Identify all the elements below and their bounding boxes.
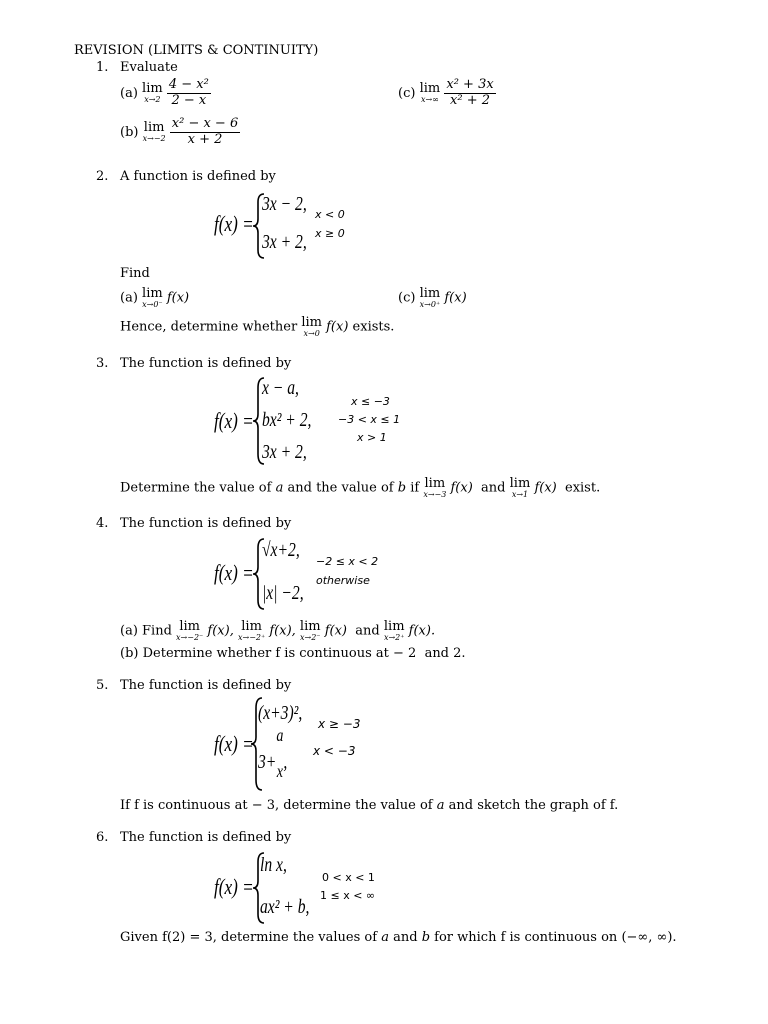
- q4-number: 4.: [96, 516, 109, 531]
- hence-post: exists.: [352, 319, 395, 335]
- text: (b) Determine whether f is continuous at: [120, 646, 389, 661]
- q6-fx: f(x) =: [214, 874, 254, 899]
- interval: (−∞, ∞).: [621, 930, 677, 945]
- q6-cond1: 0 < x < 1: [322, 871, 375, 884]
- q2a-limit: [142, 287, 163, 309]
- q6-case2: ax² + b,: [260, 896, 310, 918]
- lim-text: lim: [419, 81, 441, 97]
- page-title: REVISION (LIMITS & CONTINUITY): [74, 43, 319, 58]
- denominator: x² + 2: [450, 92, 491, 108]
- text: for which f is continuous on: [434, 930, 618, 945]
- numerator: x² − x − 6: [171, 116, 239, 131]
- text: determine the values of: [221, 930, 378, 945]
- lim-sub: x→2⁻: [299, 633, 321, 642]
- variable-b: b: [421, 930, 431, 945]
- q3-limit2: [510, 477, 531, 499]
- q2c: [398, 287, 467, 309]
- q2-hence: [120, 316, 394, 338]
- text: ,: [283, 751, 288, 773]
- q6-cond2: 1 ≤ x < ∞: [320, 889, 376, 902]
- lim-sub: x→−2: [142, 134, 166, 144]
- text: Given: [120, 930, 158, 945]
- q4-limit1: [176, 620, 203, 642]
- lim-text: lim: [301, 315, 322, 330]
- q4b: [120, 647, 466, 660]
- q2c-function: f(x): [444, 290, 467, 306]
- q4-fx: f(x) =: [214, 560, 254, 585]
- function: f(x): [324, 623, 348, 639]
- q1c-fraction: [444, 78, 495, 109]
- lim-sub: x→0⁺: [419, 300, 441, 309]
- q1b-label: (b): [120, 124, 139, 140]
- q1a-label: (a): [120, 85, 138, 101]
- lim-sub: x→−3: [423, 490, 447, 499]
- q4a: [120, 620, 435, 642]
- q6-number: 6.: [96, 830, 109, 845]
- q5-statement: [120, 799, 618, 812]
- function: f(x).: [408, 623, 436, 639]
- q2c-limit: [420, 287, 441, 309]
- text: and 2.: [424, 646, 466, 661]
- text: and: [393, 930, 418, 945]
- q5-number: 5.: [96, 678, 109, 693]
- denominator: x + 2: [187, 131, 223, 147]
- text: 3+: [258, 751, 277, 773]
- q1c-label: (c): [398, 85, 416, 101]
- q2-number: 2.: [96, 169, 109, 184]
- q3-text: The function is defined by: [120, 356, 292, 371]
- text: Determine the value of: [120, 480, 272, 496]
- lim-text: lim: [142, 81, 163, 97]
- q3-cond2: −3 < x ≤ 1: [338, 413, 401, 426]
- lim-sub: x→−2⁺: [237, 633, 266, 642]
- q1b-fraction: [170, 117, 240, 148]
- lim-text: lim: [142, 286, 163, 301]
- q3-case1: x − a,: [262, 377, 299, 399]
- text: , determine the value of: [275, 798, 433, 813]
- q1a: [120, 78, 211, 109]
- lim-sub: x→2: [144, 95, 161, 105]
- variable-a: a: [436, 798, 445, 813]
- q2-case1: 3x − 2,: [262, 193, 307, 215]
- q2a: [120, 287, 189, 309]
- variable-a: a: [275, 480, 284, 496]
- text: and: [481, 480, 506, 496]
- q6-given: [120, 931, 677, 944]
- function: f(x): [534, 480, 557, 496]
- text: and the value of: [287, 480, 394, 496]
- q1a-fraction: [167, 78, 211, 109]
- q1b: [120, 117, 240, 148]
- q4-cond1: −2 ≤ x < 2: [316, 555, 379, 568]
- q6-case1: ln x,: [260, 854, 287, 876]
- lim-text: lim: [179, 619, 200, 634]
- function: f(x),: [269, 623, 296, 639]
- numerator: 4 − x²: [168, 77, 209, 92]
- q3-limit1: [423, 477, 446, 499]
- variable-a: a: [381, 930, 389, 945]
- lim-text: lim: [424, 476, 446, 491]
- numerator: x² + 3x: [446, 77, 494, 92]
- q2-cond2: x ≥ 0: [315, 227, 345, 240]
- lim-sub: x→0⁻: [142, 300, 163, 309]
- q4-case1: √x+2,: [262, 539, 300, 561]
- text: if: [410, 480, 420, 496]
- denominator: x: [276, 761, 283, 781]
- q3-cond3: x > 1: [357, 431, 387, 444]
- q1-number: 1.: [96, 60, 109, 75]
- q2-fx: f(x) =: [214, 211, 254, 236]
- q2-cond1: x < 0: [315, 208, 345, 221]
- hence-function: f(x): [326, 319, 349, 335]
- function: f(x): [450, 480, 473, 496]
- hence-limit: [301, 316, 322, 338]
- q4-limit2: [238, 620, 265, 642]
- q2-case2: 3x + 2,: [262, 231, 307, 253]
- q1c-limit: [420, 82, 441, 104]
- value: − 2: [393, 646, 417, 661]
- q3-fx: f(x) =: [214, 408, 254, 433]
- lim-sub: x→0: [303, 329, 320, 338]
- q5-case1: (x+3)²,: [258, 702, 303, 724]
- lim-text: lim: [241, 619, 262, 634]
- lim-sub: x→−2⁻: [176, 633, 204, 642]
- text: and sketch the graph of f.: [448, 798, 619, 813]
- hence-text: Hence, determine whether: [120, 319, 298, 335]
- lim-text: lim: [419, 286, 441, 301]
- q5-cond2: x < −3: [313, 744, 356, 758]
- q1c: [398, 78, 496, 109]
- q5-fx: f(x) =: [214, 731, 254, 756]
- q1-text: Evaluate: [120, 60, 178, 75]
- function: f(x),: [207, 623, 234, 639]
- denominator: 2 − x: [171, 92, 207, 108]
- q5-cond1: x ≥ −3: [318, 717, 361, 731]
- q5-text: The function is defined by: [120, 678, 292, 693]
- variable-b: b: [397, 480, 407, 496]
- q4-text: The function is defined by: [120, 516, 292, 531]
- numerator: a: [276, 725, 284, 745]
- lim-sub: x→∞: [420, 95, 439, 105]
- lim-sub: x→2⁺: [383, 633, 405, 642]
- lim-text: lim: [299, 619, 321, 634]
- q2c-label: (c): [398, 290, 416, 306]
- q3-number: 3.: [96, 356, 109, 371]
- q3-case3: 3x + 2,: [262, 441, 307, 463]
- q6-text: The function is defined by: [120, 830, 292, 845]
- lim-text: lim: [509, 476, 531, 491]
- q2-text: A function is defined by: [120, 169, 276, 184]
- q2-find: Find: [120, 266, 150, 281]
- q1a-limit: [142, 82, 163, 104]
- lim-sub: x→1: [511, 490, 529, 499]
- q4-case2: |x| −2,: [262, 582, 304, 604]
- q4-cond2: otherwise: [316, 574, 370, 587]
- lim-text: lim: [383, 619, 405, 634]
- equation: f(2) = 3,: [162, 930, 217, 945]
- text: and: [355, 623, 380, 639]
- q2a-label: (a): [120, 290, 138, 306]
- q5-case2: [258, 725, 288, 781]
- q1b-limit: [143, 121, 166, 143]
- q3-determine: [120, 477, 600, 499]
- q2a-function: f(x): [166, 290, 190, 306]
- q4-limit4: [384, 620, 405, 642]
- fraction: [276, 725, 284, 781]
- q3-case2: bx² + 2,: [262, 409, 312, 431]
- value: − 3: [251, 798, 276, 813]
- lim-text: lim: [143, 120, 165, 136]
- q4-limit3: [300, 620, 321, 642]
- text: exist.: [565, 480, 601, 496]
- text: If f is continuous at: [120, 798, 248, 813]
- q3-cond1: x ≤ −3: [351, 395, 390, 408]
- text: (a) Find: [120, 623, 172, 639]
